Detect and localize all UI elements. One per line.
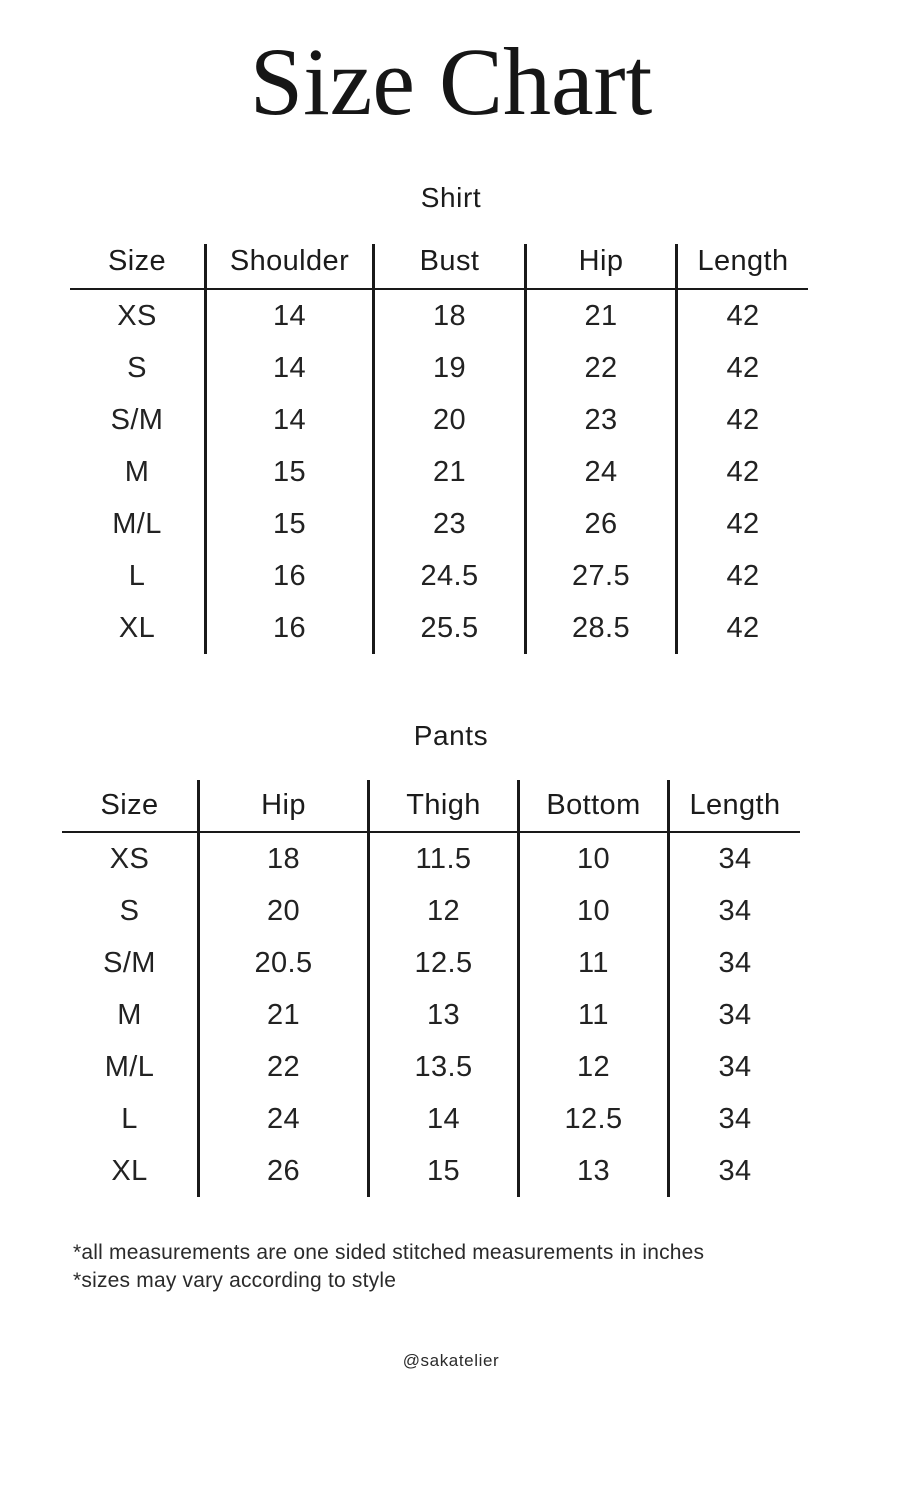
shirt-size-table xyxy=(70,244,808,654)
table-cell: S/M xyxy=(62,937,200,989)
table-cell: 15 xyxy=(207,498,375,550)
table-cell: 42 xyxy=(726,559,760,592)
table-cell: 12.5 xyxy=(370,937,520,989)
column-header: Bottom xyxy=(520,780,670,833)
table-cell: 24 xyxy=(527,446,678,498)
table-cell: 14 xyxy=(207,342,375,394)
table-cell: 42 xyxy=(726,455,760,488)
footnote-measurements: *all measurements are one sided stitched measurements in inches xyxy=(73,1241,705,1265)
table-cell: 12 xyxy=(370,885,520,937)
table-cell: 34 xyxy=(718,946,752,979)
table-cell: S xyxy=(70,342,207,394)
table-cell: 11 xyxy=(520,937,670,989)
table-cell: 24.5 xyxy=(375,550,527,602)
table-cell: 23 xyxy=(375,498,527,550)
table-cell: 14 xyxy=(207,290,375,342)
table-cell: 23 xyxy=(527,394,678,446)
table-cell: 27.5 xyxy=(527,550,678,602)
table-cell: 19 xyxy=(375,342,527,394)
social-handle: @sakatelier xyxy=(402,1351,500,1371)
table-cell: 15 xyxy=(207,446,375,498)
table-cell: 34 xyxy=(718,1050,752,1083)
table-cell: 21 xyxy=(527,290,678,342)
table-cell: 24 xyxy=(200,1093,370,1145)
table-cell: 20.5 xyxy=(200,937,370,989)
column-header: Hip xyxy=(527,244,678,290)
table-cell: 13 xyxy=(370,989,520,1041)
table-cell: M xyxy=(62,989,200,1041)
table-cell: 42 xyxy=(726,507,760,540)
column-header: Shoulder xyxy=(207,244,375,290)
table-cell: 42 xyxy=(726,299,760,332)
table-cell: S xyxy=(62,885,200,937)
table-cell: 42 xyxy=(726,611,760,644)
table-cell: 26 xyxy=(527,498,678,550)
table-cell: 11 xyxy=(520,989,670,1041)
footnote-sizes-vary: *sizes may vary according to style xyxy=(73,1269,397,1293)
table-cell: 13.5 xyxy=(370,1041,520,1093)
table-cell: 42 xyxy=(726,351,760,384)
table-cell: M/L xyxy=(70,498,207,550)
table-cell: 42 xyxy=(726,403,760,436)
table-cell: 34 xyxy=(718,998,752,1031)
table-cell: 12.5 xyxy=(520,1093,670,1145)
table-cell: 11.5 xyxy=(370,833,520,885)
section-title-pants: Pants xyxy=(413,720,489,752)
table-cell: 15 xyxy=(370,1145,520,1197)
table-cell: XL xyxy=(70,602,207,654)
table-cell: XS xyxy=(70,290,207,342)
table-cell: 20 xyxy=(375,394,527,446)
table-cell: 21 xyxy=(200,989,370,1041)
column-header: Thigh xyxy=(370,780,520,833)
column-header: Bust xyxy=(375,244,527,290)
column-header: Length xyxy=(670,780,800,833)
table-cell: 26 xyxy=(200,1145,370,1197)
section-title-shirt: Shirt xyxy=(420,182,482,214)
table-cell: XL xyxy=(62,1145,200,1197)
table-cell: 10 xyxy=(520,833,670,885)
table-cell: 14 xyxy=(207,394,375,446)
column-header: Size xyxy=(62,780,200,833)
table-cell: 14 xyxy=(370,1093,520,1145)
table-cell: S/M xyxy=(70,394,207,446)
footnotes xyxy=(73,1239,902,1295)
page-title: Size Chart xyxy=(249,28,653,135)
table-cell: 34 xyxy=(718,842,752,875)
table-cell: 10 xyxy=(520,885,670,937)
table-cell: 22 xyxy=(200,1041,370,1093)
table-cell: 22 xyxy=(527,342,678,394)
table-cell: 21 xyxy=(375,446,527,498)
pants-size-table xyxy=(62,780,800,1197)
table-cell: 25.5 xyxy=(375,602,527,654)
table-cell: 34 xyxy=(718,1154,752,1187)
table-cell: L xyxy=(62,1093,200,1145)
table-cell: 16 xyxy=(207,550,375,602)
table-cell: XS xyxy=(62,833,200,885)
table-cell: 12 xyxy=(520,1041,670,1093)
table-cell: 34 xyxy=(718,1102,752,1135)
table-cell: 13 xyxy=(520,1145,670,1197)
table-cell: 28.5 xyxy=(527,602,678,654)
column-header: Size xyxy=(70,244,207,290)
table-cell: L xyxy=(70,550,207,602)
table-cell: 34 xyxy=(718,894,752,927)
column-header: Length xyxy=(678,244,808,290)
table-cell: 16 xyxy=(207,602,375,654)
column-header: Hip xyxy=(200,780,370,833)
table-cell: 20 xyxy=(200,885,370,937)
table-cell: 18 xyxy=(200,833,370,885)
table-cell: 18 xyxy=(375,290,527,342)
table-cell: M/L xyxy=(62,1041,200,1093)
table-cell: M xyxy=(70,446,207,498)
